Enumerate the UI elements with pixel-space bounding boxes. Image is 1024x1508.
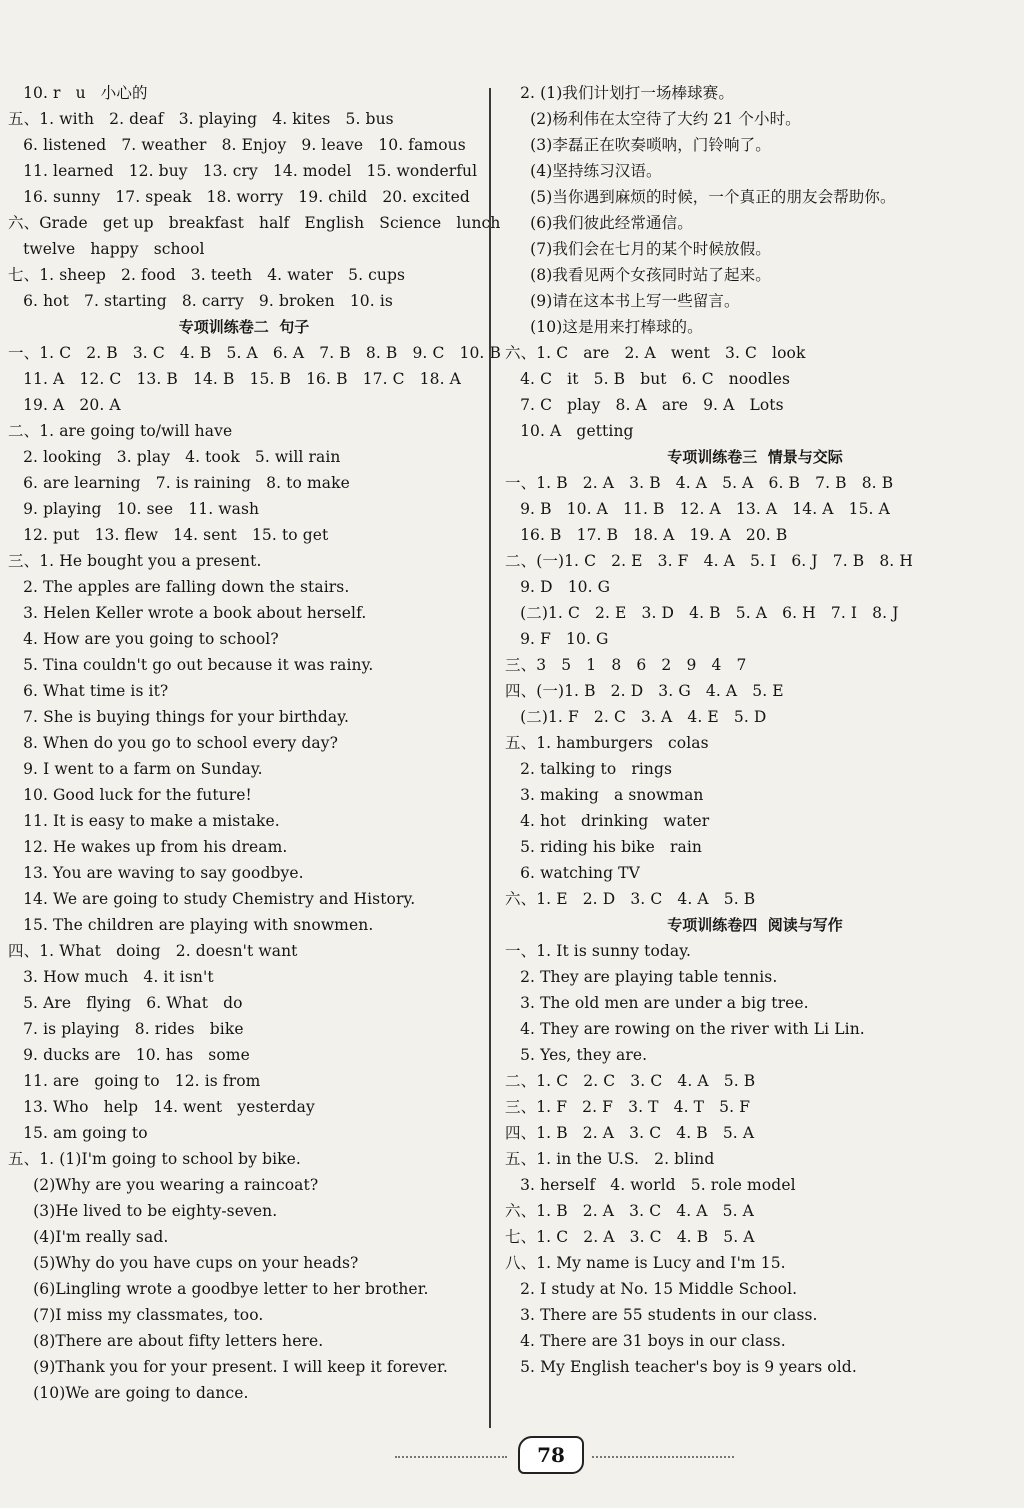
answer-line: 4. How are you going to school? xyxy=(8,630,279,648)
answer-line: 一、1. B 2. A 3. B 4. A 5. A 6. B 7. B 8. B xyxy=(505,474,894,492)
answer-line: (3)He lived to be eighty-seven. xyxy=(8,1202,278,1220)
answer-line: 3. There are 55 students in our class. xyxy=(505,1306,818,1324)
answer-line: 14. We are going to study Chemistry and History. xyxy=(8,890,416,908)
section-heading: 专项训练卷二 句子 xyxy=(178,318,310,336)
answer-line: (二)1. F 2. C 3. A 4. E 5. D xyxy=(505,708,767,726)
answer-line: (8)我看见两个女孩同时站了起来。 xyxy=(505,266,771,284)
answer-line: 6. What time is it? xyxy=(8,682,169,700)
answer-line: 7. She is buying things for your birthday. xyxy=(8,708,350,726)
answer-line: 9. I went to a farm on Sunday. xyxy=(8,760,263,778)
answer-line: 13. You are waving to say goodbye. xyxy=(8,864,304,882)
answer-line: 三、1. F 2. F 3. T 4. T 5. F xyxy=(505,1098,751,1116)
answer-line: 三、3 5 1 8 6 2 9 4 7 xyxy=(505,656,747,674)
answer-line: 2. The apples are falling down the stairs. xyxy=(8,578,350,596)
answer-line: 2. I study at No. 15 Middle School. xyxy=(505,1280,798,1298)
answer-line: (2)Why are you wearing a raincoat? xyxy=(8,1176,319,1194)
answer-line: 16. B 17. B 18. A 19. A 20. B xyxy=(505,526,788,544)
footer-dotted-rule-right xyxy=(592,1456,734,1458)
answer-line: 三、1. He bought you a present. xyxy=(8,552,262,570)
answer-line: (5)当你遇到麻烦的时候，一个真正的朋友会帮助你。 xyxy=(505,188,896,206)
answer-line: 3. How much 4. it isn't xyxy=(8,968,214,986)
answer-line: 3. making a snowman xyxy=(505,786,704,804)
footer-dotted-rule-left xyxy=(395,1456,507,1458)
answer-line: 12. He wakes up from his dream. xyxy=(8,838,288,856)
answer-line: 2. (1)我们计划打一场棒球赛。 xyxy=(505,84,734,102)
answer-line: 4. hot drinking water xyxy=(505,812,710,830)
answer-line: 一、1. C 2. B 3. C 4. B 5. A 6. A 7. B 8. B 9. C 10. B xyxy=(8,344,501,362)
answer-line: 9. ducks are 10. has some xyxy=(8,1046,250,1064)
answer-line: 15. The children are playing with snowmen. xyxy=(8,916,374,934)
answer-line: 4. There are 31 boys in our class. xyxy=(505,1332,786,1350)
answer-line: 3. herself 4. world 5. role model xyxy=(505,1176,796,1194)
answer-line: 二、1. C 2. C 3. C 4. A 5. B xyxy=(505,1072,756,1090)
answer-line: 9. playing 10. see 11. wash xyxy=(8,500,260,518)
answer-line: 七、1. C 2. A 3. C 4. B 5. A xyxy=(505,1228,755,1246)
answer-line: 5. Tina couldn't go out because it was rainy. xyxy=(8,656,374,674)
answer-line: 3. The old men are under a big tree. xyxy=(505,994,809,1012)
column-divider xyxy=(489,88,491,1428)
answer-line: 5. Yes, they are. xyxy=(505,1046,648,1064)
answer-line: (10)这是用来打棒球的。 xyxy=(505,318,703,336)
answer-line: 15. am going to xyxy=(8,1124,148,1142)
answer-line: 7. C play 8. A are 9. A Lots xyxy=(505,396,784,414)
answer-line: 四、1. What doing 2. doesn't want xyxy=(8,942,298,960)
answer-line: 4. They are rowing on the river with Li Lin. xyxy=(505,1020,865,1038)
answer-line: (5)Why do you have cups on your heads? xyxy=(8,1254,359,1272)
answer-line: 12. put 13. flew 14. sent 15. to get xyxy=(8,526,329,544)
answer-line: (8)There are about fifty letters here. xyxy=(8,1332,324,1350)
answer-line: 二、(一)1. C 2. E 3. F 4. A 5. I 6. J 7. B 8. H xyxy=(505,552,913,570)
answer-line: 八、1. My name is Lucy and I'm 15. xyxy=(505,1254,786,1272)
answer-line: (7)我们会在七月的某个时候放假。 xyxy=(505,240,771,258)
answer-line: 2. looking 3. play 4. took 5. will rain xyxy=(8,448,341,466)
answer-line: 一、1. It is sunny today. xyxy=(505,942,692,960)
answer-line: 11. It is easy to make a mistake. xyxy=(8,812,280,830)
answer-line: 六、Grade get up breakfast half English Science lunch xyxy=(8,214,501,232)
answer-line: 9. B 10. A 11. B 12. A 13. A 14. A 15. A xyxy=(505,500,890,518)
answer-line: (6)我们彼此经常通信。 xyxy=(505,214,693,232)
answer-line: 5. My English teacher's boy is 9 years old. xyxy=(505,1358,857,1376)
answer-line: 9. F 10. G xyxy=(505,630,609,648)
section-heading: 专项训练卷三 情景与交际 xyxy=(667,448,843,466)
answer-line: (7)I miss my classmates, too. xyxy=(8,1306,264,1324)
answer-line: 四、(一)1. B 2. D 3. G 4. A 5. E xyxy=(505,682,784,700)
answer-line: 六、1. C are 2. A went 3. C look xyxy=(505,344,806,362)
answer-line: 5. riding his bike rain xyxy=(505,838,703,856)
answer-line: 13. Who help 14. went yesterday xyxy=(8,1098,315,1116)
answer-line: (6)Lingling wrote a goodbye letter to her brother. xyxy=(8,1280,429,1298)
answer-line: 8. When do you go to school every day? xyxy=(8,734,339,752)
answer-line: 7. is playing 8. rides bike xyxy=(8,1020,244,1038)
answer-line: (4)坚持练习汉语。 xyxy=(505,162,662,180)
left-column xyxy=(8,80,501,1406)
page-number: 78 xyxy=(518,1436,584,1474)
answer-line: 9. D 10. G xyxy=(505,578,611,596)
answer-line: 6. listened 7. weather 8. Enjoy 9. leave 10. famous xyxy=(8,136,466,154)
answer-line: 10. A getting xyxy=(505,422,634,440)
answer-line: (3)李磊正在吹奏唢呐，门铃响了。 xyxy=(505,136,771,154)
answer-line: 五、1. with 2. deaf 3. playing 4. kites 5. bus xyxy=(8,110,394,128)
answer-line: (10)We are going to dance. xyxy=(8,1384,249,1402)
answer-line: 2. talking to rings xyxy=(505,760,673,778)
answer-line: 11. are going to 12. is from xyxy=(8,1072,261,1090)
answer-line: 16. sunny 17. speak 18. worry 19. child 20. excited xyxy=(8,188,470,206)
answer-line: (9)请在这本书上写一些留言。 xyxy=(505,292,740,310)
answer-line: 二、1. are going to/will have xyxy=(8,422,233,440)
answer-line: 五、1. in the U.S. 2. blind xyxy=(505,1150,715,1168)
section-heading: 专项训练卷四 阅读与写作 xyxy=(667,916,843,934)
answer-line: 11. A 12. C 13. B 14. B 15. B 16. B 17. C 18. A xyxy=(8,370,461,388)
answer-line: 6. watching TV xyxy=(505,864,640,882)
answer-line: (二)1. C 2. E 3. D 4. B 5. A 6. H 7. I 8. J xyxy=(505,604,899,622)
answer-line: 六、1. B 2. A 3. C 4. A 5. A xyxy=(505,1202,754,1220)
answer-line: 六、1. E 2. D 3. C 4. A 5. B xyxy=(505,890,756,908)
answer-line: 4. C it 5. B but 6. C noodles xyxy=(505,370,791,388)
answer-line: 11. learned 12. buy 13. cry 14. model 15. wonderful xyxy=(8,162,478,180)
answer-line: 10. Good luck for the future! xyxy=(8,786,252,804)
answer-line: (4)I'm really sad. xyxy=(8,1228,169,1246)
answer-line: 6. hot 7. starting 8. carry 9. broken 10. is xyxy=(8,292,393,310)
answer-line: 五、1. (1)I'm going to school by bike. xyxy=(8,1150,301,1168)
answer-line: 19. A 20. A xyxy=(8,396,121,414)
answer-line: 5. Are flying 6. What do xyxy=(8,994,243,1012)
answer-line: 七、1. sheep 2. food 3. teeth 4. water 5. cups xyxy=(8,266,406,284)
answer-line: 6. are learning 7. is raining 8. to make xyxy=(8,474,350,492)
answer-line: 2. They are playing table tennis. xyxy=(505,968,778,986)
answer-line: 3. Helen Keller wrote a book about herself. xyxy=(8,604,367,622)
answer-line: (9)Thank you for your present. I will keep it forever. xyxy=(8,1358,448,1376)
answer-line: (2)杨利伟在太空待了大约 21 个小时。 xyxy=(505,110,801,128)
answer-line: 10. r u 小心的 xyxy=(8,84,148,102)
answer-line: 五、1. hamburgers colas xyxy=(505,734,709,752)
answer-line: 四、1. B 2. A 3. C 4. B 5. A xyxy=(505,1124,755,1142)
answer-line: twelve happy school xyxy=(8,240,205,258)
page-footer xyxy=(0,1436,1024,1476)
right-column xyxy=(505,80,1005,1380)
